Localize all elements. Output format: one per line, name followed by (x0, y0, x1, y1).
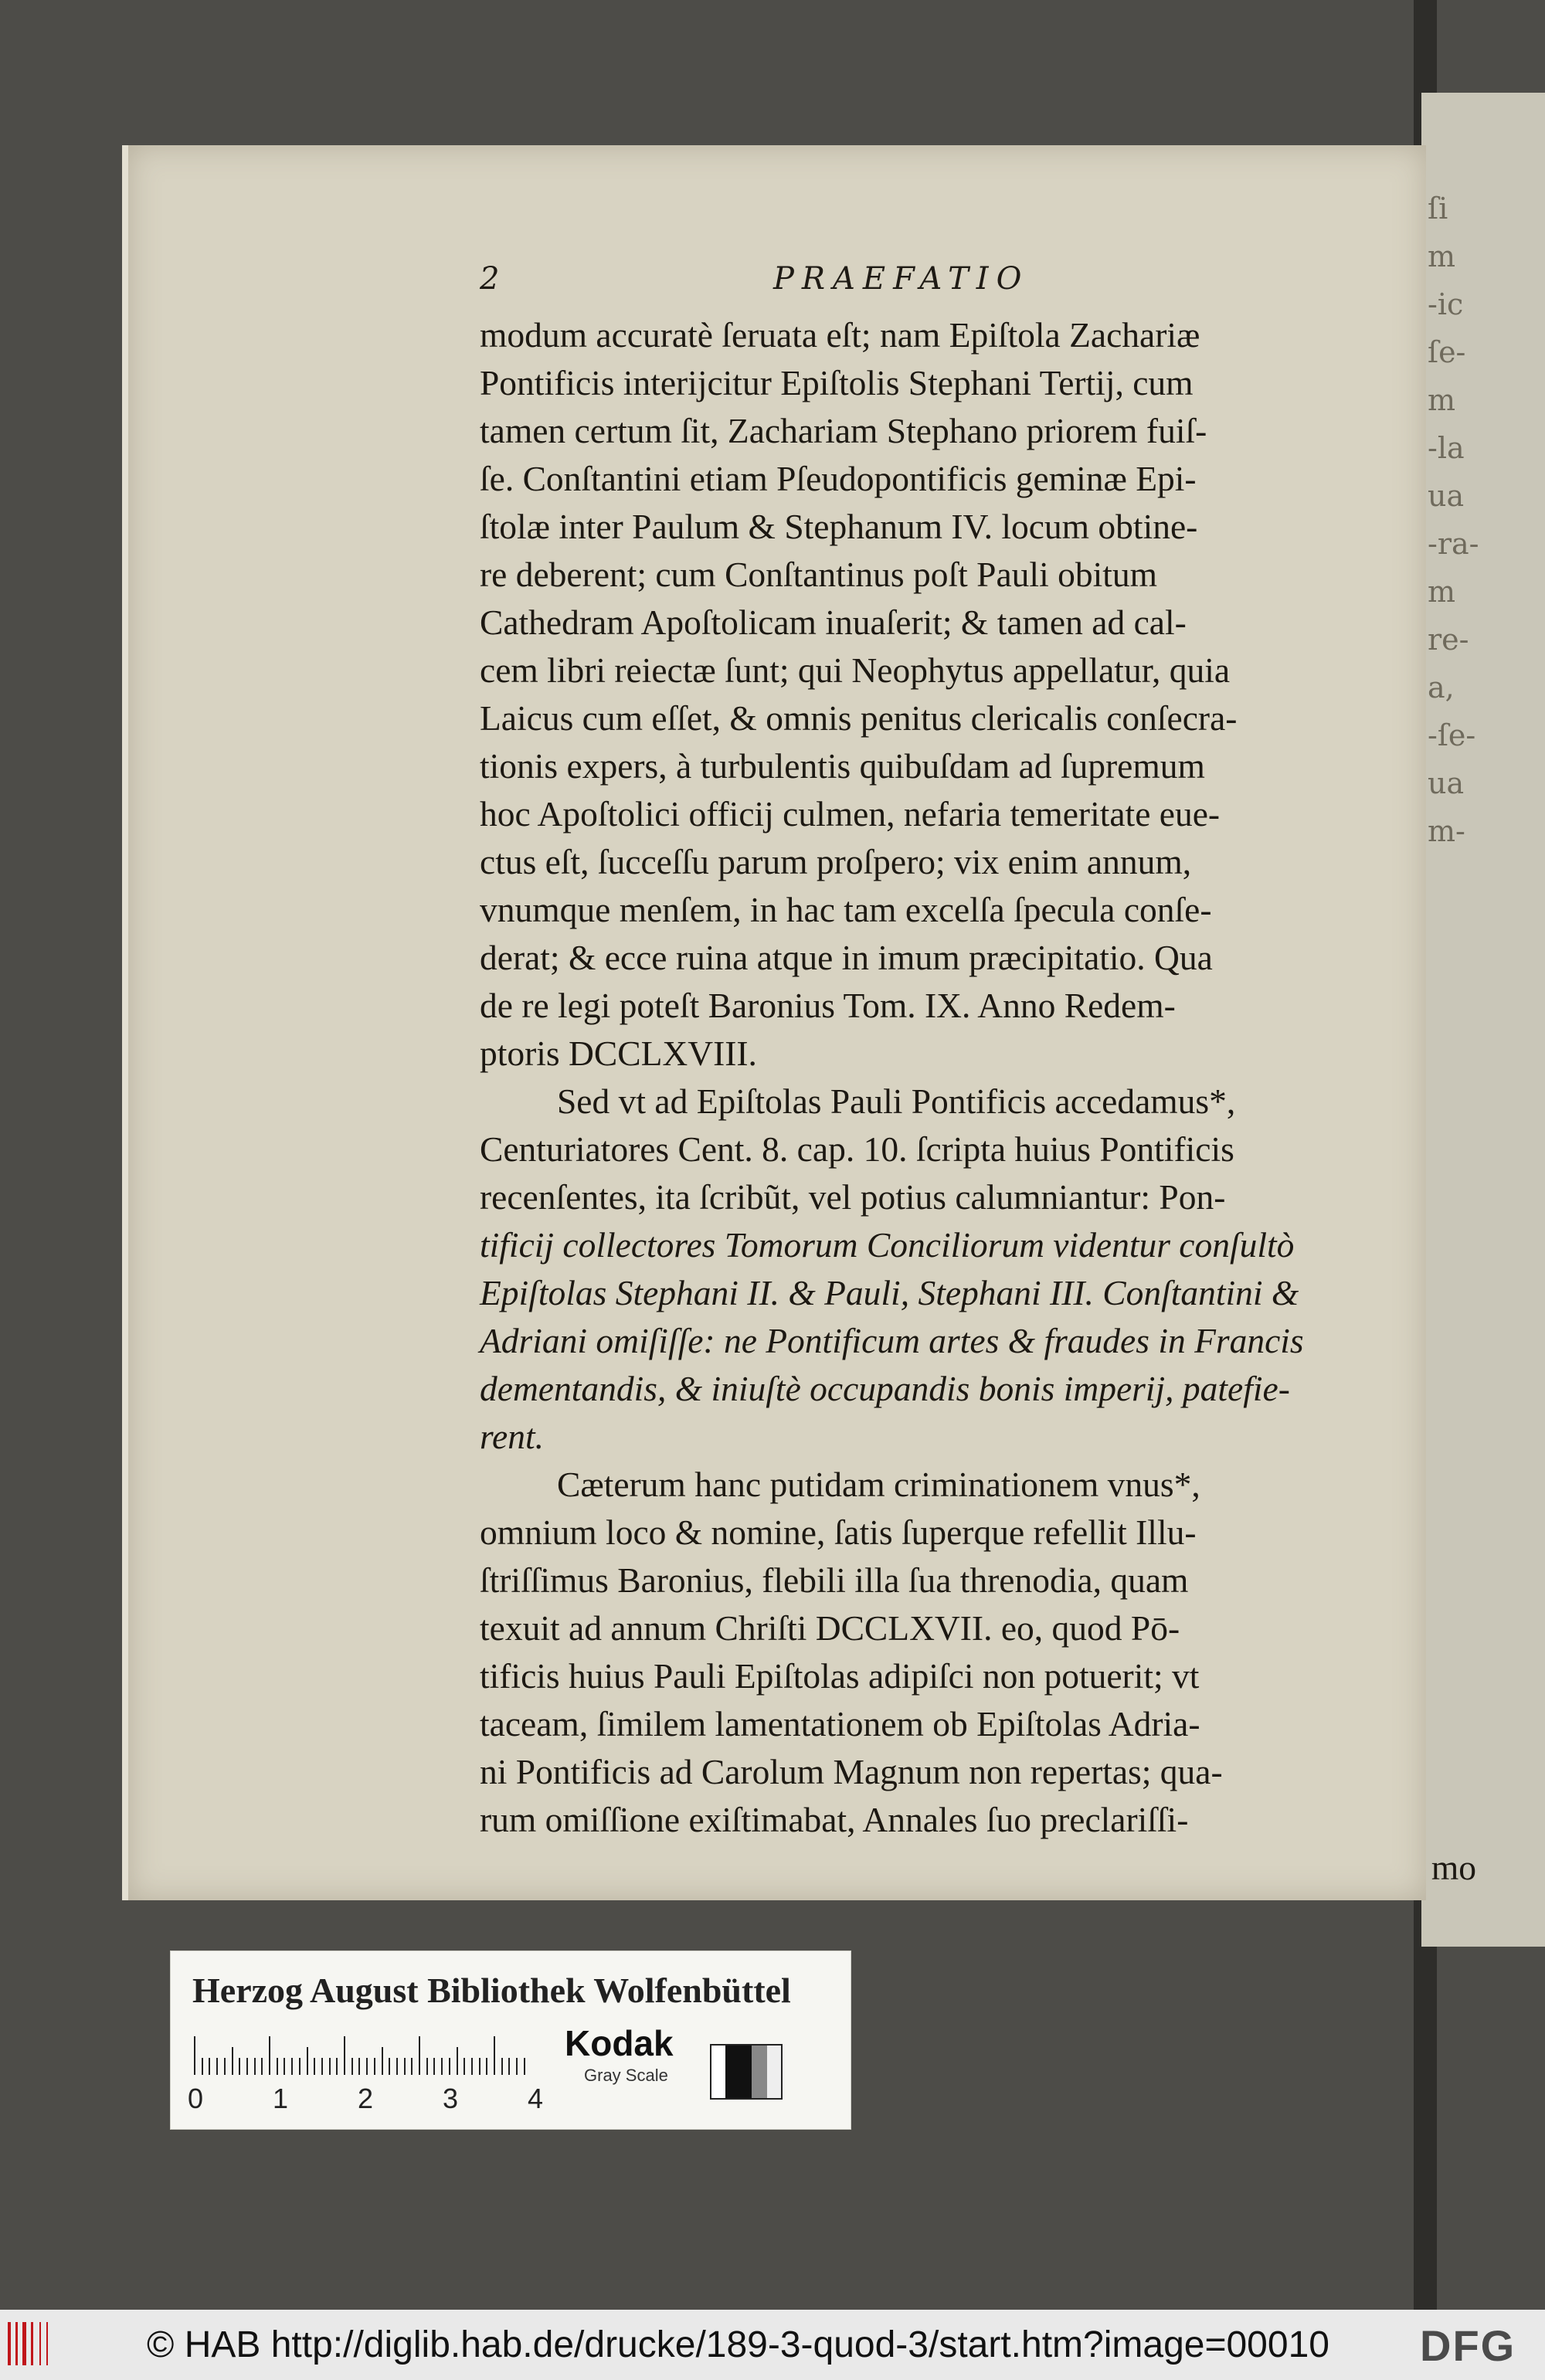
ruler-tick (524, 2058, 525, 2075)
text-line: de re legi poteſt Baronius Tom. IX. Anno Redem- (480, 986, 1176, 1025)
ruler-tick (389, 2058, 390, 2075)
text-line: tificis huius Pauli Epiſtolas adipiſci non potuerit; vt (480, 1656, 1200, 1696)
facing-page-fragment: m (1428, 239, 1456, 273)
ruler-tick (299, 2058, 301, 2075)
text-line: tionis expers, à turbulentis quibuſdam ad ſupremum (480, 746, 1205, 786)
ruler-tick (284, 2058, 285, 2075)
text-line: Laicus cum eſſet, & omnis penitus clericalis conſecra- (480, 698, 1238, 738)
facing-page-fragment: m- (1428, 814, 1465, 848)
facing-page-fragment: a, (1428, 671, 1455, 704)
text-line: mo (1431, 1848, 1476, 1887)
text-line: rum omiſſione exiſtimabat, Annales ſuo preclariſſi- (480, 1800, 1189, 1839)
text-line: recenſentes, ita ſcribũt, vel potius calumniantur: Pon- (480, 1177, 1226, 1217)
dfg-logo: DFG (1420, 2321, 1516, 2370)
facing-page-fragment: -la (1428, 431, 1465, 465)
ruler-tick (314, 2058, 315, 2075)
ruler-number: 1 (273, 2083, 289, 2114)
text-line: modum accuratè ſeruata eſt; nam Epiſtola Zachariæ (480, 315, 1200, 355)
ruler-tick (277, 2058, 278, 2075)
text-line: Cæterum hanc putidam criminationem vnus*, (557, 1465, 1200, 1504)
text-line: ctus eſt, ſucceſſu parum proſpero; vix enim annum, (480, 842, 1192, 881)
ruler-number: 2 (358, 2083, 374, 2114)
ruler-tick (329, 2058, 331, 2075)
ruler-tick (344, 2036, 345, 2075)
ruler-tick (382, 2047, 383, 2075)
text-line: ni Pontificis ad Carolum Magnum non repertas; qua- (480, 1752, 1223, 1791)
ruler-tick (479, 2058, 480, 2075)
ruler-tick (254, 2058, 256, 2075)
text-line: omnium loco & nomine, ſatis ſuperque refellit Illu- (480, 1513, 1197, 1552)
text-line: cem libri reiectæ ſunt; qui Neophytus appellatur, quia (480, 650, 1231, 690)
gray-scale-label: Gray Scale (584, 2066, 668, 2085)
facing-page-fragment: ua (1428, 766, 1465, 800)
ruler-tick (441, 2058, 443, 2075)
ruler-tick (404, 2058, 406, 2075)
ruler-tick (336, 2058, 338, 2075)
book-page (122, 145, 1476, 1900)
ruler-number: 0 (188, 2083, 204, 2114)
body-text (480, 311, 1476, 1892)
ruler-number: 4 (528, 2083, 544, 2114)
ruler-tick (366, 2058, 368, 2075)
text-line: Sed vt ad Epiſtolas Pauli Pontificis accedamus*, (557, 1081, 1236, 1121)
running-head: PRAEFATIO (773, 261, 1030, 297)
ruler-numbers (188, 2083, 559, 2113)
ruler-tick (501, 2058, 503, 2075)
text-line: Pontificis interijcitur Epiſtolis Stephani Tertij, cum (480, 363, 1194, 402)
copyright-link[interactable]: © HAB http://diglib.hab.de/drucke/189-3-quod-3/start.htm?image=00010 (147, 2324, 1329, 2365)
text-line: derat; & ecce ruina atque in imum præcipitatio. Qua (480, 938, 1213, 977)
text-line: rent. (480, 1417, 544, 1456)
page-number: 2 (480, 261, 500, 297)
ruler-tick (261, 2058, 263, 2075)
ruler-tick (464, 2058, 465, 2075)
ruler-tick (411, 2058, 413, 2075)
ruler-tick (494, 2036, 495, 2075)
text-line: Epiſtolas Stephani II. & Pauli, Stephani III. Conſtantini & (480, 1273, 1299, 1312)
ruler-tick (419, 2036, 420, 2075)
ruler-tick (433, 2058, 435, 2075)
text-line: dementandis, & iniuſtè occupandis bonis imperij, patefie- (480, 1369, 1290, 1408)
text-line: ſe. Conſtantini etiam Pſeudopontificis geminæ Epi- (480, 459, 1197, 498)
ruler-tick (358, 2058, 360, 2075)
text-line: tificij collectores Tomorum Conciliorum videntur conſultò (480, 1225, 1295, 1265)
facing-page-fragment: m (1428, 575, 1456, 609)
ruler-tick (449, 2058, 450, 2075)
ruler-tick (232, 2047, 233, 2075)
ruler-tick (457, 2047, 458, 2075)
ruler-tick (374, 2058, 375, 2075)
facing-page-fragment: -ic (1428, 287, 1464, 321)
facing-page-fragment: m (1428, 383, 1456, 417)
text-line: tamen certum ſit, Zachariam Stephano priorem fuiſ- (480, 411, 1207, 450)
ruler-number: 3 (443, 2083, 459, 2114)
library-name: Herzog August Bibliothek Wolfenbüttel (192, 1971, 791, 2010)
text-line: texuit ad annum Chriſti DCCLXVII. eo, quod Pō- (480, 1608, 1180, 1648)
ruler-tick (239, 2058, 240, 2075)
ruler-tick (269, 2036, 270, 2075)
text-line: Adriani omiſiſſe: ne Pontificum artes & fraudes in Francis (480, 1321, 1304, 1360)
ruler-tick (516, 2058, 518, 2075)
facing-page-fragment: -ra- (1428, 527, 1479, 561)
ruler-tick (202, 2058, 203, 2075)
text-line: ſtolæ inter Paulum & Stephanum IV. locum obtine- (480, 507, 1198, 546)
ruler-tick (307, 2047, 308, 2075)
ruler-tick (216, 2058, 218, 2075)
ruler-tick (246, 2058, 248, 2075)
ruler-tick (471, 2058, 473, 2075)
ruler-tick (396, 2058, 398, 2075)
ruler-tick (194, 2036, 195, 2075)
facing-page-fragment: ſi (1428, 192, 1448, 226)
text-line: ſtriſſimus Baronius, flebili illa ſua threnodia, quam (480, 1560, 1189, 1600)
text-line: taceam, ſimilem lamentationem ob Epiſtolas Adria- (480, 1704, 1200, 1743)
facing-page-fragment: ua (1428, 479, 1465, 513)
facing-page-fragment: -ſe- (1428, 718, 1476, 752)
ruler (194, 2036, 526, 2075)
text-line: Cathedram Apoſtolicam inuaſerit; & tamen ad cal- (480, 603, 1187, 642)
text-line: re deberent; cum Conſtantinus poſt Pauli obitum (480, 555, 1158, 594)
facing-page-fragment: ſe- (1428, 335, 1466, 369)
kodak-logo: Kodak (565, 2023, 674, 2063)
ruler-tick (321, 2058, 323, 2075)
scale-card (170, 1951, 851, 2130)
ruler-tick (426, 2058, 428, 2075)
barcode-icon (8, 2322, 66, 2365)
text-line: vnumque menſem, in hac tam excelſa ſpecula conſe- (480, 890, 1212, 929)
ruler-tick (508, 2058, 510, 2075)
facing-page-fragment: re- (1428, 623, 1469, 657)
ruler-tick (486, 2058, 487, 2075)
text-line: ptoris DCCLXVIII. (480, 1034, 757, 1073)
ruler-tick (224, 2058, 226, 2075)
ruler-tick (291, 2058, 293, 2075)
page-header (480, 261, 1476, 307)
gray-swatch (710, 2044, 783, 2100)
text-line: Centuriatores Cent. 8. cap. 10. ſcripta huius Pontificis (480, 1129, 1234, 1169)
footer-bar (0, 2310, 1545, 2380)
ruler-tick (351, 2058, 353, 2075)
ruler-tick (209, 2058, 210, 2075)
text-line: hoc Apoſtolici officij culmen, nefaria temeritate eue- (480, 794, 1221, 834)
